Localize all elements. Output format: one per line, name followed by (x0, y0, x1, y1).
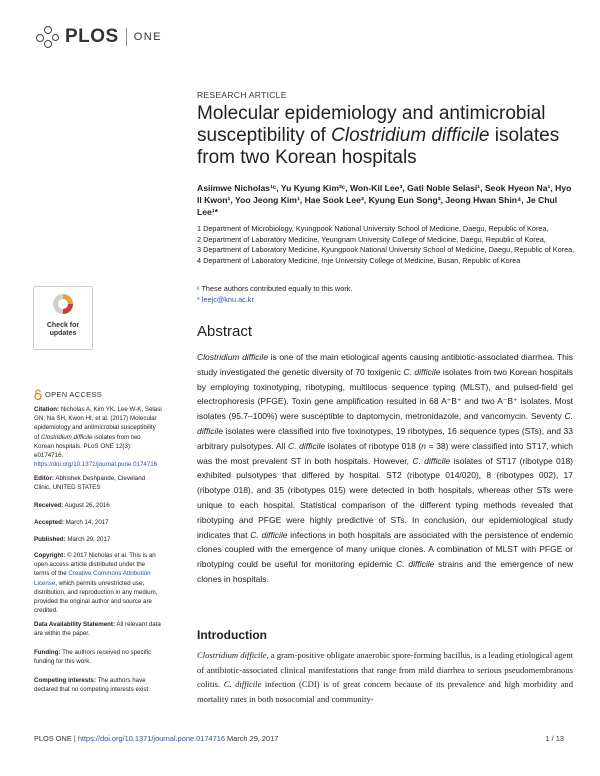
article-type: RESEARCH ARTICLE (197, 90, 287, 100)
citation-block: Citation: Nicholas A, Kim YK, Lee W-K, Selasi GN, Na SH, Kwon HI, et al. (2017) Molecular epidemiology and antimicrobial susceptibility of Clostridium difficile isolates from two Korean hospitals. PLoS ONE 12(3): e0174716. https://doi.org/10.1371/journal.pone.0174716 (34, 406, 162, 469)
citation-doi-link[interactable]: https://doi.org/10.1371/journal.pone.0174716 (34, 461, 158, 469)
copyright-block: Copyright: © 2017 Nicholas et al. This is an open access article distributed under the terms of the Creative Commons Attribution License, which permits unrestricted use, distribution, and reproduction in any medium, provided the original author and source are credited. (34, 552, 158, 615)
journal-name: ONE (133, 31, 163, 43)
check-for-updates-button[interactable] (33, 286, 93, 350)
author-list: Asiimwe Nicholas¹ᶜ, Yu Kyung Kim²ᶜ, Won-Kil Lee³, Gati Noble Selasi¹, Seok Hyeon Na¹, Hyo Il Kwon¹, Yoo Jeong Kim¹, Hae Sook Lee³, Kyung Eun Song³, Jeong Hwan Shin⁴, Je Chul Lee¹* (197, 183, 572, 217)
abstract-heading: Abstract (197, 323, 253, 340)
plos-logo-icon (36, 26, 62, 48)
logo-divider (126, 28, 127, 46)
received-date: Received: August 26, 2016 (34, 502, 110, 509)
affiliation-item: 2 Department of Laboratory Medicine, Yeungnam University College of Medicine, Daegu, Republic of Korea, (197, 234, 546, 244)
corresponding-email-link[interactable]: * leejc@knu.ac.kr (197, 294, 254, 304)
affiliations (197, 224, 577, 266)
open-lock-icon (34, 389, 42, 400)
footer-citation: PLOS ONE | https://doi.org/10.1371/journal.pone.0174716 March 29, 2017 (34, 734, 279, 743)
open-access-label: OPEN ACCESS (45, 390, 103, 399)
introduction-heading: Introduction (197, 628, 267, 642)
plos-one-logo (36, 26, 162, 48)
abstract-body: Clostridium difficile is one of the main etiological agents causing antibiotic-associated diarrhea. This study investigated the genetic diversity of 70 toxigenic C. difficile isolates from two Korean hospitals by employing toxinotyping, ribotyping, multilocus sequence typing (MLST), and pulsed-field gel electrophoresis (PFGE). Toxin gene amplification resulted in 68 A⁺B⁺ and two A⁻B⁺ isolates. Most isolates (95.7–100%) were susceptible to daptomycin, metronidazole, and vancomycin. Seventy C. difficile isolates were classified into five toxinotypes, 19 ribotypes, 16 sequence types (STs), and 33 arbitrary pulsotypes. All C. difficile isolates of ribotype 018 (n = 38) were classified into ST17, which was the most prevalent ST in both hospitals. However, C. difficile isolates of ST17 (ribotype 018) exhibited pulsotypes that differed by hospital. ST2 (ribotype 014/020), 8 (ribotypes 002), 17 (ribotype 018), and 35 (ribotypes 015) were detected in both hospitals, whereas other STs were unique to each hospital. Statistical comparison of the different typing methods revealed that ribotyping and PFGE were highly predictive of STs. In conclusion, our epidemiological study indicates that C. difficile infections in both hospitals are associated with the persistence of endemic clones coupled with the emergence of many unique clones. A combination of MLST with PFGE or ribotyping could be useful for monitoring epidemic C. difficile strains and the emergence of new clones in hospitals. (197, 352, 574, 584)
footer-doi-link[interactable]: https://doi.org/10.1371/journal.pone.0174716 (77, 734, 225, 743)
introduction-body: Clostridium difficile, a gram-positive obligate anaerobic spore-forming bacillus, is a leading etiological agent of antibiotic-associated clinical manifestations that range from mild diarrhea to serious pseudomembranous colitis. C. difficile infection (CDI) is of great concern because of its prevalence and high morbidity and mortality rates in both nosocomial and community- (197, 650, 573, 704)
equal-contribution-note: ᶜ These authors contributed equally to this work. (197, 284, 353, 293)
data-availability-block: Data Availability Statement: All relevant data are within the paper. (34, 621, 161, 638)
author-notes (197, 284, 497, 305)
article-title: Molecular epidemiology and antimicrobial susceptibility of Clostridium difficile isolates from two Korean hospitals (197, 103, 560, 168)
published-date: Published: March 29, 2017 (34, 536, 111, 543)
page-number: 1 / 13 (545, 734, 564, 743)
affiliation-item: 3 Department of Laboratory Medicine, Kyungpook National University School of Medicine, Daegu, Republic of Korea, 4 Department of Laboratory Medicine, Inje University College of Medicine, Busan, Republic of Korea (197, 245, 575, 265)
competing-interests-block: Competing interests: The authors have declared that no competing interests exist. (34, 677, 150, 694)
license-link[interactable]: Creative Commons Attribution License (34, 570, 151, 587)
check-updates-icon (52, 293, 74, 315)
open-access-badge (34, 389, 102, 400)
check-updates-label: Check for updates (46, 322, 80, 337)
funding-block: Funding: The authors received no specific funding for this work. (34, 649, 152, 666)
accepted-date: Accepted: March 14, 2017 (34, 519, 109, 526)
editor-block: Editor: Abhishek Deshpande, Cleveland Clinic, UNITED STATES (34, 475, 146, 492)
brand-name: PLOS (65, 26, 119, 47)
affiliation-item: 1 Department of Microbiology, Kyungpook National University School of Medicine, Daegu, Republic of Korea, (197, 224, 549, 233)
